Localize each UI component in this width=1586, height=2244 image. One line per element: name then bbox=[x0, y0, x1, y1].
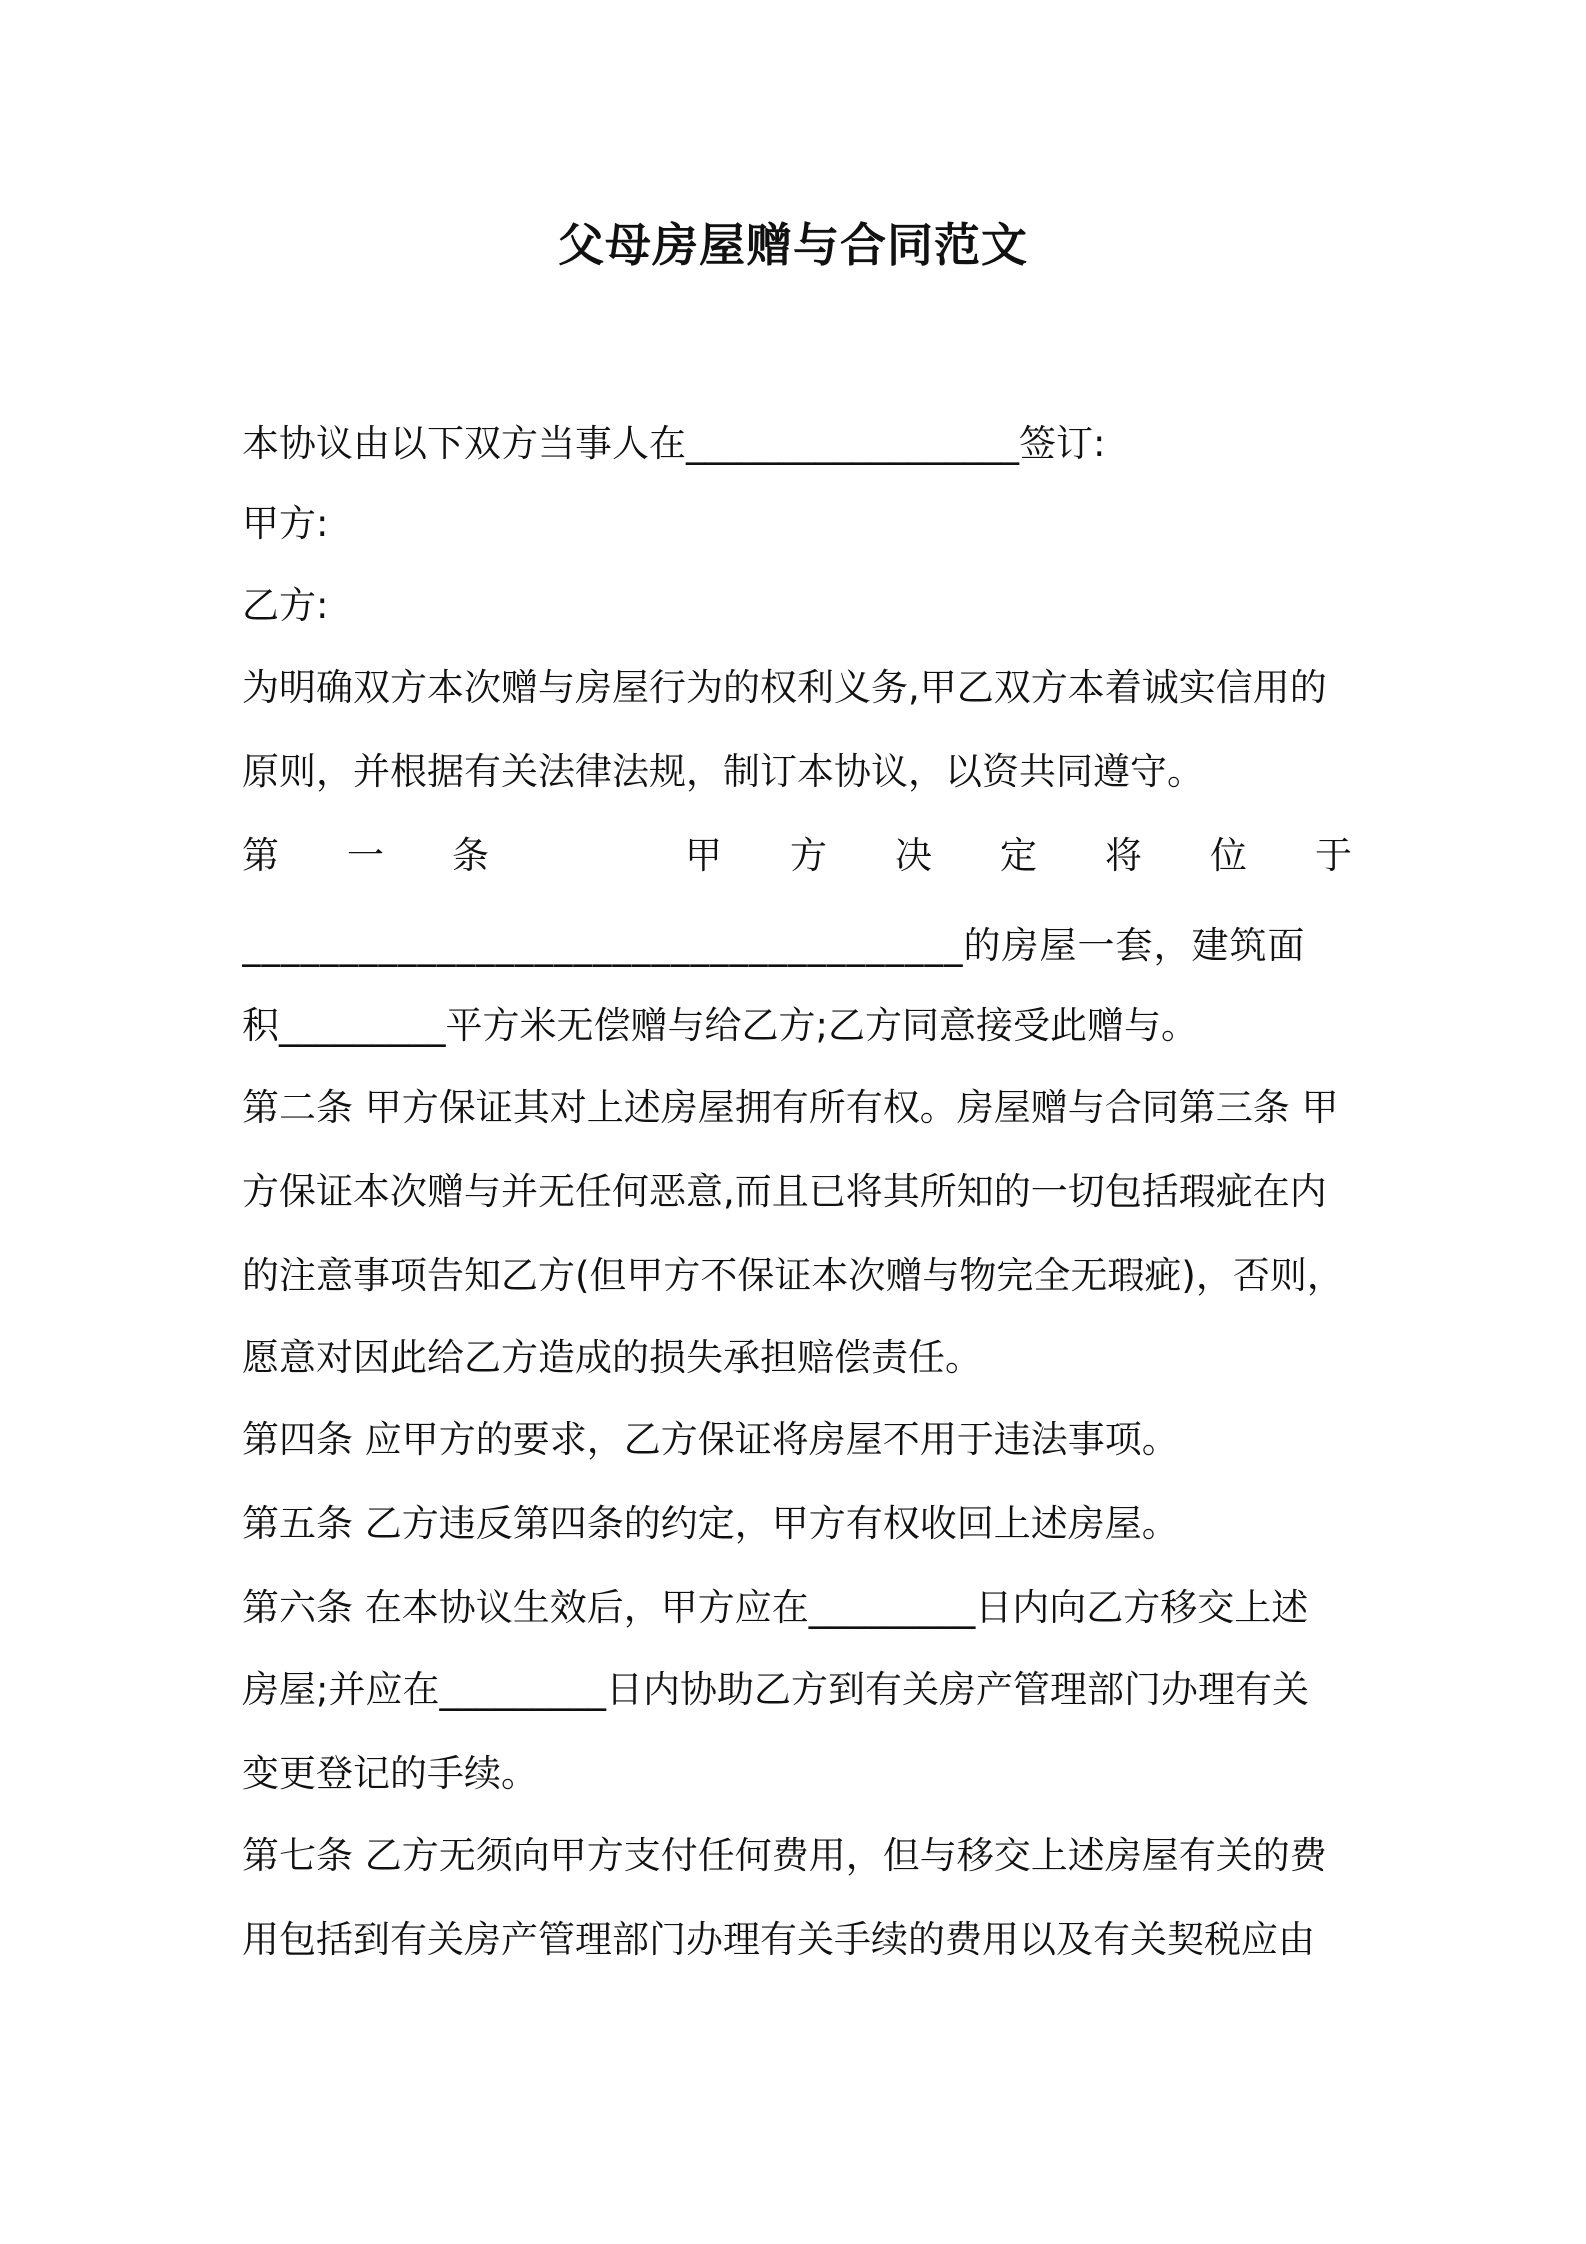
article-4-line: 第四条 应甲方的要求，乙方保证将房屋不用于违法事项。 bbox=[242, 1418, 1179, 1461]
purpose-line-1: 为明确双方本次赠与房屋行为的权利义务,甲乙双方本着诚实信用的 bbox=[242, 666, 1327, 709]
document-title: 父母房屋赠与合同范文 bbox=[558, 218, 1028, 272]
article-1-line-2: _____________________________________的房屋一套，建筑面 bbox=[242, 924, 1306, 967]
intro-line: 本协议由以下双方当事人在__________________签订: bbox=[242, 422, 1106, 465]
article-1-char: 位 bbox=[1210, 834, 1247, 877]
article-6-line-3: 变更登记的手续。 bbox=[242, 1752, 538, 1795]
article-1-char: 甲 bbox=[685, 834, 722, 877]
article-1-heading-line bbox=[242, 830, 1352, 882]
article-3-line-2: 方保证本次赠与并无任何恶意,而且已将其所知的一切包括瑕疵在内 bbox=[242, 1170, 1327, 1213]
article-3-line-4: 愿意对因此给乙方造成的损失承担赔偿责任。 bbox=[242, 1336, 982, 1379]
article-1-char: 决 bbox=[895, 834, 932, 877]
article-7-line-1: 第七条 乙方无须向甲方支付任何费用，但与移交上述房屋有关的费 bbox=[242, 1834, 1327, 1877]
party-a-line: 甲方: bbox=[242, 502, 329, 545]
article-1-char: 于 bbox=[1315, 834, 1352, 877]
article-3-line-3: 的注意事项告知乙方(但甲方不保证本次赠与物完全无瑕疵)，否则， bbox=[242, 1254, 1344, 1297]
purpose-line-2: 原则，并根据有关法律法规，制订本协议，以资共同遵守。 bbox=[242, 750, 1204, 793]
party-b-line: 乙方: bbox=[242, 584, 329, 627]
article-1-char: 第 bbox=[242, 834, 279, 877]
article-7-line-2: 用包括到有关房产管理部门办理有关手续的费用以及有关契税应由 bbox=[242, 1918, 1315, 1961]
article-1-char: 一 bbox=[347, 834, 384, 877]
article-1-char: 定 bbox=[1000, 834, 1037, 877]
article-6-line-2: 房屋;并应在_________日内协助乙方到有关房产管理部门办理有关 bbox=[242, 1668, 1309, 1711]
article-1-char: 将 bbox=[1105, 834, 1142, 877]
article-5-line: 第五条 乙方违反第四条的约定，甲方有权收回上述房屋。 bbox=[242, 1502, 1179, 1545]
article-1-line-3: 积_________平方米无偿赠与给乙方;乙方同意接受此赠与。 bbox=[242, 1004, 1198, 1047]
article-2-line-1: 第二条 甲方保证其对上述房屋拥有所有权。房屋赠与合同第三条 甲 bbox=[242, 1086, 1339, 1129]
article-1-gap bbox=[557, 830, 617, 882]
article-1-char: 条 bbox=[452, 834, 489, 877]
article-1-char: 方 bbox=[790, 834, 827, 877]
article-6-line-1: 第六条 在本协议生效后，甲方应在_________日内向乙方移交上述 bbox=[242, 1586, 1309, 1629]
